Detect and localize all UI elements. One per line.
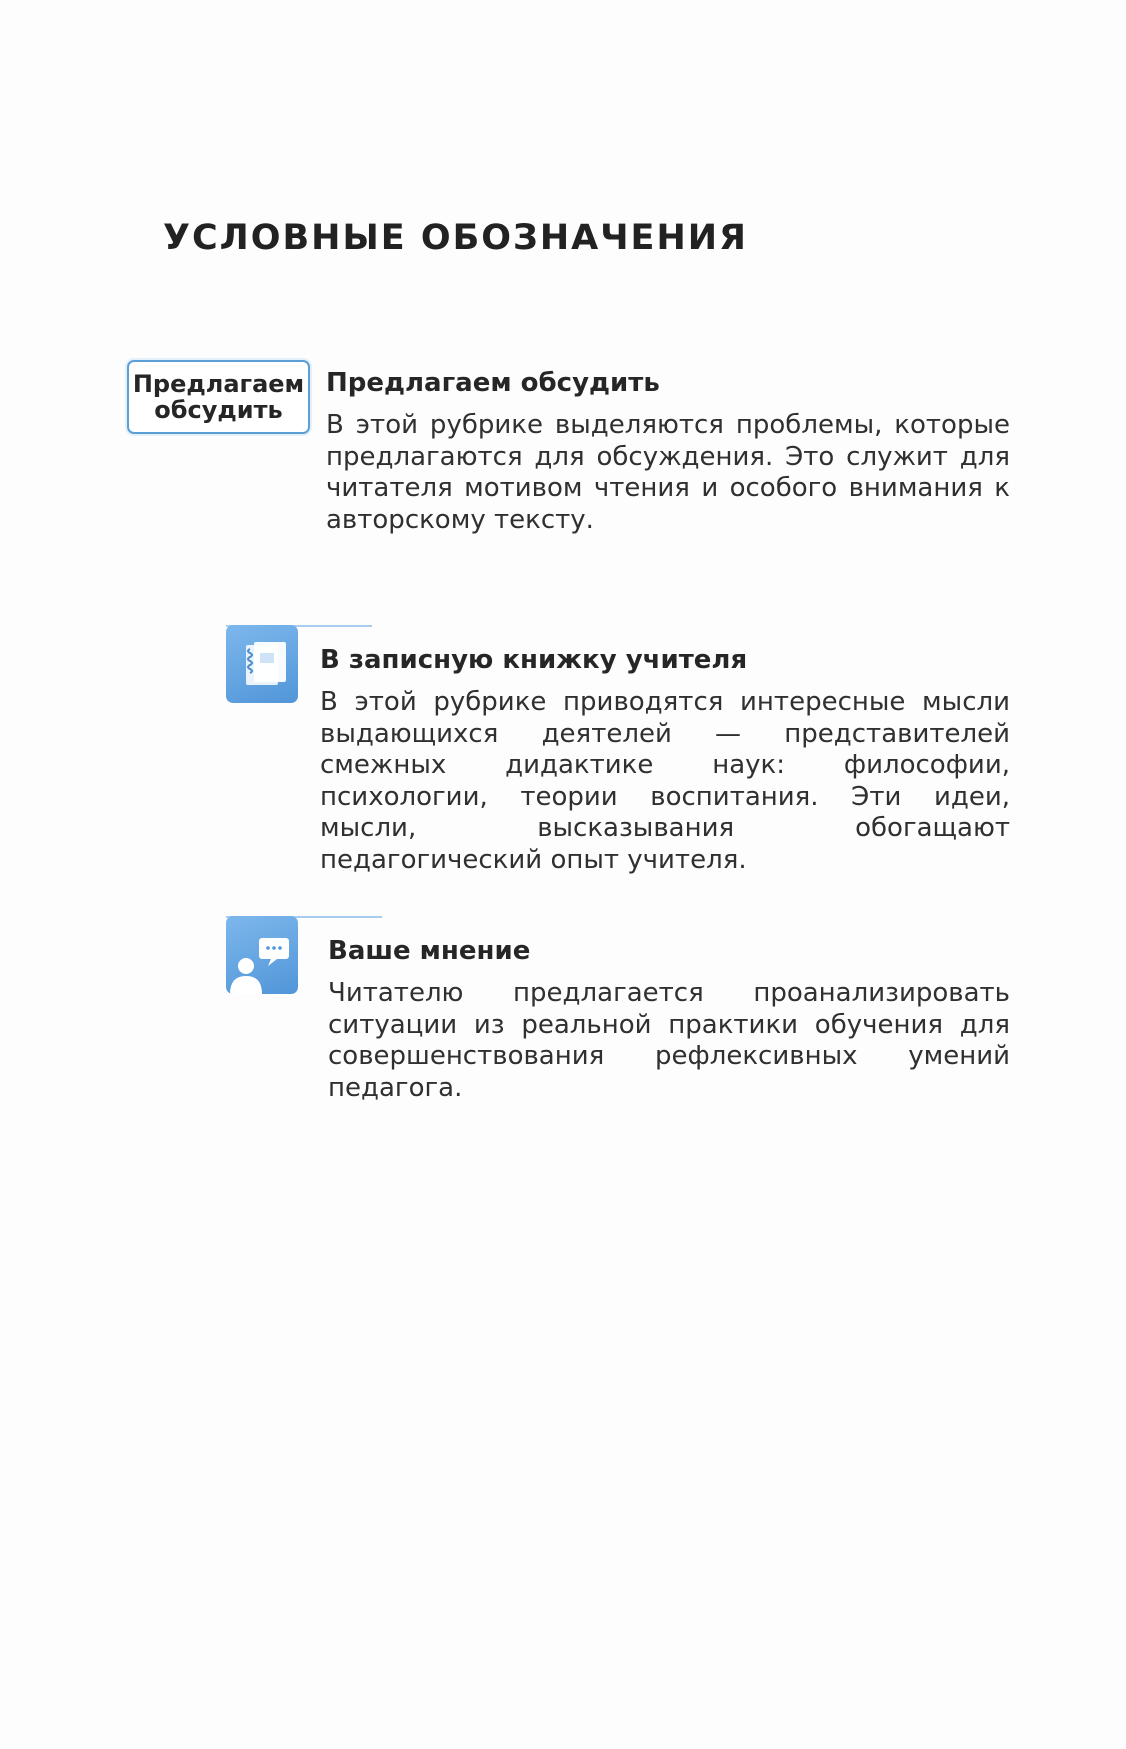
section-discussion (326, 368, 1010, 536)
section-heading: Ваше мнение (328, 936, 531, 966)
discussion-label-line2: обсудить (154, 396, 283, 424)
discussion-label-text (133, 371, 304, 423)
section-body: Читателю предлагается проанализировать ситуации из реальной практики обучения для совершенствования рефлексивных умений педагога. (328, 978, 1010, 1103)
section-heading: В записную книжку учителя (320, 645, 748, 675)
section-body: В этой рубрике приводятся интересные мысли выдающихся деятелей — представителей смежных дидактике наук: философии, психологии, теории воспитания. Эти идеи, мысли, высказывания обогащают педагогический опыт учителя. (320, 687, 1010, 875)
page-title: УСЛОВНЫЕ ОБОЗНАЧЕНИЯ (163, 218, 748, 258)
section-notebook (320, 645, 1010, 876)
opinion-chat-icon (226, 916, 298, 994)
section-body: В этой рубрике выделяются проблемы, которые предлагаются для обсуждения. Это служит для читателя мотивом чтения и особого внимания к авторскому тексту. (326, 410, 1010, 535)
discussion-label-line1: Предлагаем (132, 370, 305, 398)
section-opinion (328, 936, 1010, 1104)
section-heading: Предлагаем обсудить (326, 368, 660, 398)
notebook-icon (226, 625, 298, 703)
discussion-label-box (127, 360, 310, 434)
